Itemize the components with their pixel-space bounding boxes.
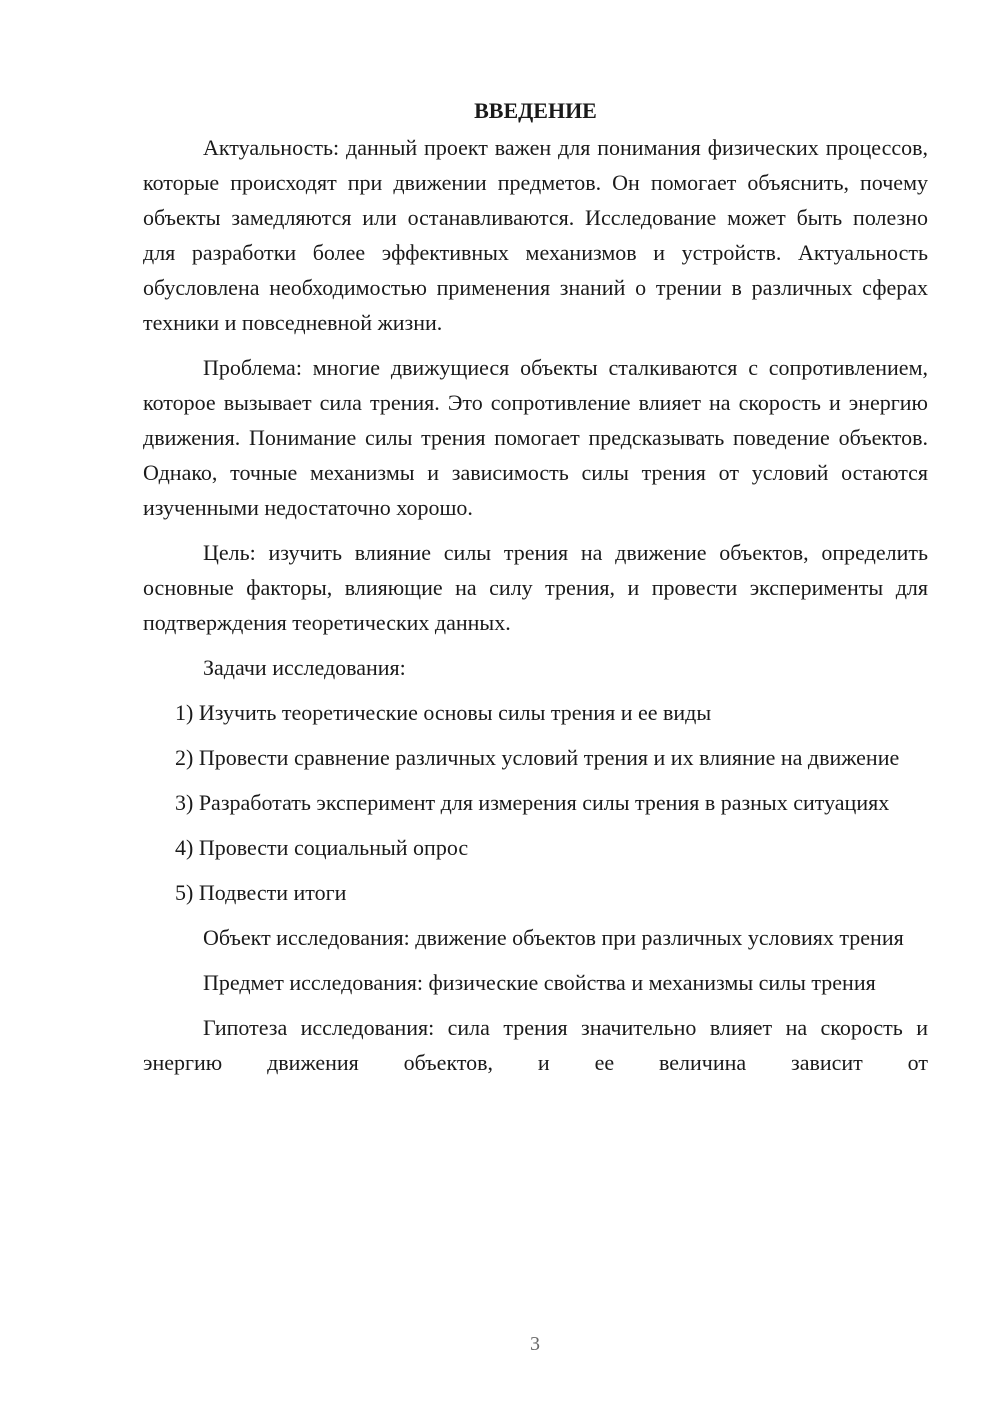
task-item-4: 4) Провести социальный опрос: [175, 835, 469, 860]
task-item-2: 2) Провести сравнение различных условий трения и их влияние на движение: [175, 745, 900, 770]
task-item-1: 1) Изучить теоретические основы силы трения и ее виды: [175, 700, 712, 725]
section-title: ВВЕДЕНИЕ: [474, 98, 597, 123]
subject-paragraph: Предмет исследования: физические свойства и механизмы силы трения: [203, 970, 876, 995]
hypothesis-paragraph: Гипотеза исследования: сила трения значительно влияет на скорость и энергию движения объектов, и ее величина зависит от: [143, 1015, 928, 1075]
goal-paragraph: Цель: изучить влияние силы трения на движение объектов, определить основные факторы, влияющие на силу трения, и провести эксперименты для подтверждения теоретических данных.: [143, 540, 928, 635]
page-number: 3: [530, 1333, 540, 1355]
problem-paragraph: Проблема: многие движущиеся объекты сталкиваются с сопротивлением, которое вызывает сила трения. Это сопротивление влияет на скорость и энергию движения. Понимание силы трения помогает предсказывать поведение объектов. Однако, точные механизмы и зависимость силы трения от условий остаются изученными недостаточно хорошо.: [143, 355, 928, 520]
tasks-heading: Задачи исследования:: [203, 655, 406, 680]
task-item-3: 3) Разработать эксперимент для измерения силы трения в разных ситуациях: [175, 790, 890, 815]
object-paragraph: Объект исследования: движение объектов при различных условиях трения: [203, 925, 904, 950]
relevance-paragraph: Актуальность: данный проект важен для понимания физических процессов, которые происходят при движении предметов. Он помогает объяснить, почему объекты замедляются или останавливаются. Исследование может быть полезно для разработки более эффективных механизмов и устройств. Актуальность обусловлена необходимостью применения знаний о трении в различных сферах техники и повседневной жизни.: [143, 135, 928, 335]
task-item-5: 5) Подвести итоги: [175, 880, 347, 905]
page-content: [143, 95, 928, 1080]
